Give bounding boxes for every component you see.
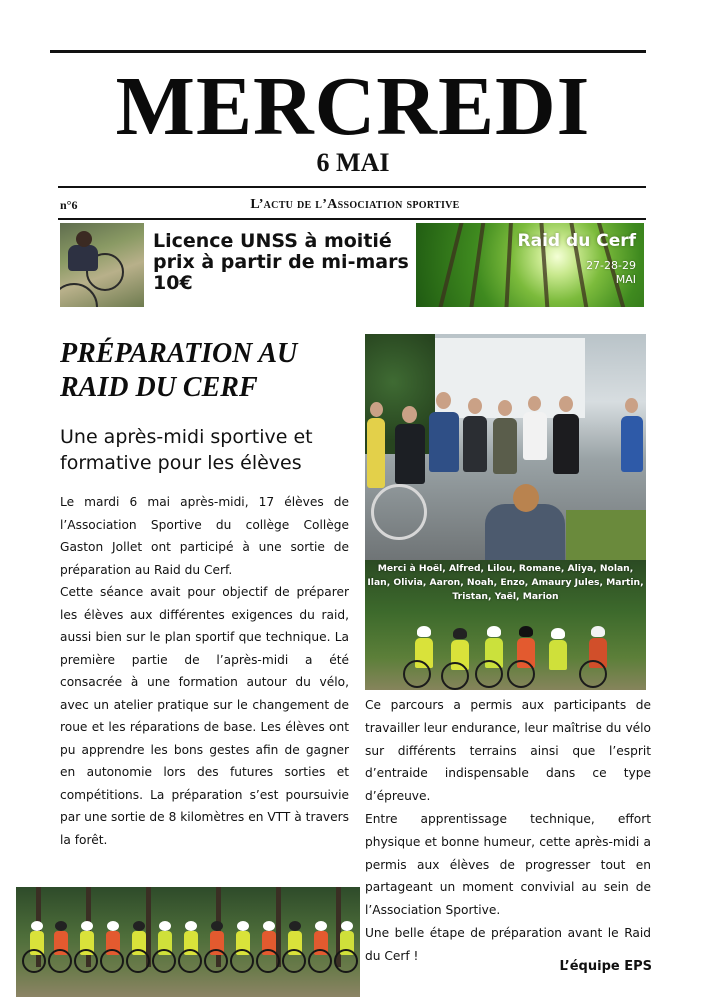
paragraph: Ce parcours a permis aux participants de travailler leur endurance, leur maîtrise du vélo sur différents terrains ainsi que l’esprit d’entraide indispensable dans ce type d’épreuve. [365,698,651,804]
raid-dates-days: 27-28-29 [586,259,636,272]
raid-title: Raid du Cerf [517,231,636,251]
issue-number: n°6 [60,198,78,212]
bike-repair-photo [60,223,144,307]
participants-caption: Merci à Hoël, Alfred, Lilou, Romane, Aliya, Nolan, Ilan, Olivia, Aaron, Noah, Enzo, Amaury Jules, Martin, Tristan, Yaël, Marion [367,563,644,602]
group-cyclists-photo [16,887,360,997]
issue-date: 6 MAI [316,148,390,177]
signature: L’équipe EPS [559,959,652,974]
news-banner [58,221,646,309]
cyclists-forest-photo [365,560,646,690]
paragraph: Entre apprentissage technique, effort physique et bonne humeur, cette après-midi a permis aux élèves de progresser tout en partageant un moment convivial au sein de l’Association Sportive. [365,811,651,918]
paragraph: Cette séance avait pour objectif de préparer les élèves aux différentes exigences du raid, aussi bien sur le plan sportif que technique. La première partie de l’après-midi a été consacrée à une formation autour du vélo, avec un atelier pratique sur le changement de roue et les réparations de base. Les élèves ont pu apprendre les bons gestes afin de gagner en autonomie lors des futures sorties et compétitions. La préparation s’est poursuivie par une sortie de 8 kilomètres en VTT à travers la forêt. [60,585,349,847]
raid-dates-month: MAI [615,273,636,286]
group-photo-parking [365,334,646,560]
article-body-right [365,694,651,968]
licence-promo-text: Licence UNSS à moitié prix à partir de mi-mars 10€ [153,230,409,294]
newspaper-title: MERCREDI [115,60,591,153]
paragraph: Le mardi 6 mai après-midi, 17 élèves de l’Association Sportive du collège Collège Gaston Jollet ont participé à une sortie de préparation au Raid du Cerf. [60,495,349,577]
raid-dates [586,259,636,287]
article-headline: PRÉPARATION AU RAID DU CERF [60,338,298,403]
rule-under-date [58,186,646,188]
rule-under-tagline [58,218,646,220]
tagline: L’actu de l’Association sportive [250,197,460,212]
raid-forest-image [416,223,644,307]
paragraph: Une belle étape de préparation avant le Raid du Cerf ! [365,925,651,963]
top-rule [50,50,646,53]
article-body-left [60,491,349,851]
article-subheadline: Une après-midi sportive et formative pour les élèves [60,426,313,474]
